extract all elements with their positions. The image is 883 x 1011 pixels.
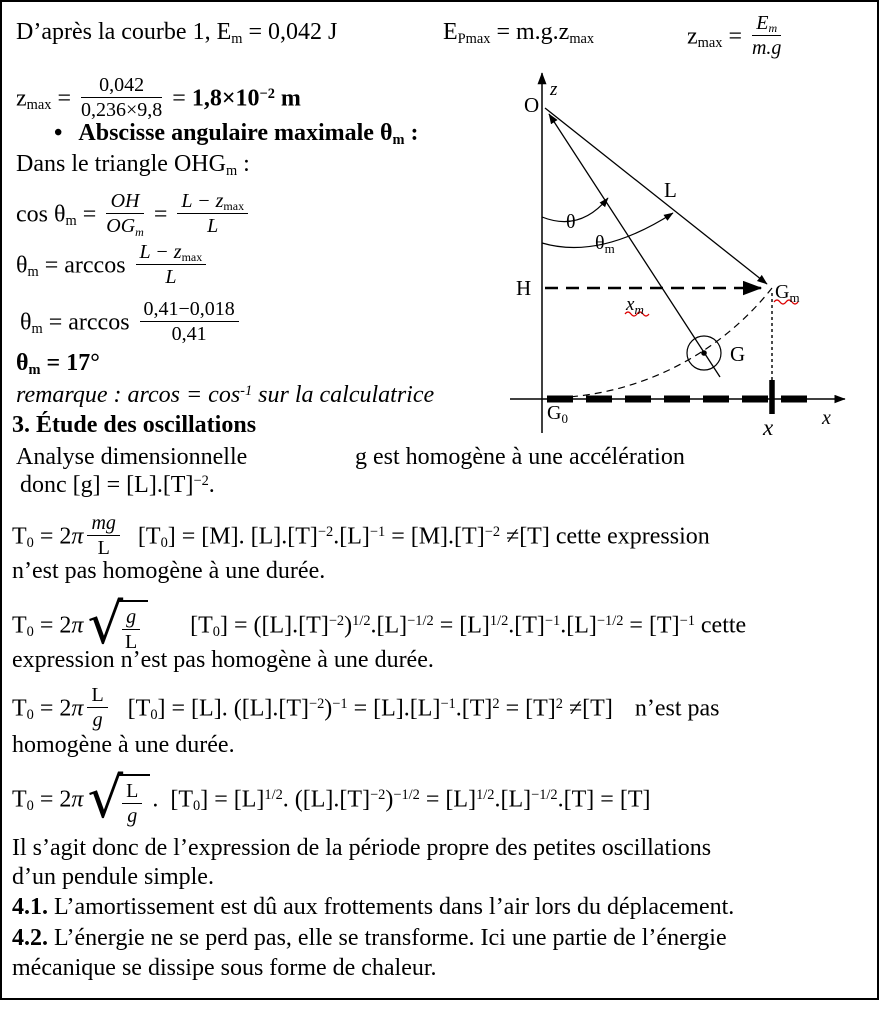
answer-4-2-line-1: 4.2. L’énergie ne se perd pas, elle se transforme. Ici une partie de l’énergie: [12, 925, 727, 951]
rod-length-label: L: [664, 178, 677, 202]
formula-zmax-result: zmax = $\frac{0,042}{0,236\times 9,8}$ = $1,8\times 10^{-2}$ m: [16, 74, 301, 122]
pendulum-rod-current: [549, 114, 720, 377]
heading-abscisse-angulaire: • Abscisse angulaire maximale θm :: [54, 120, 419, 149]
text-pas-homogene-3: homogène à une durée.: [12, 732, 235, 758]
formula-em-from-curve: D’après la courbe 1, Em = 0,042 J: [16, 19, 338, 48]
z-axis-label: z: [550, 79, 558, 100]
note-remarque-calculatrice: remarque : $arcos = \cos^{-1}$ sur la calculatrice: [16, 382, 435, 408]
theta-label: θ: [566, 211, 576, 233]
formula-epmax: EPmax = m.g.zmax: [443, 19, 595, 48]
text-g-homogene: g est homogène à une accélération: [355, 444, 685, 470]
text-triangle-ohgm: Dans le triangle OHGm :: [16, 151, 250, 180]
formula-theta-m-arccos: θm = arccos $\frac{L - zmax}{L}$: [16, 243, 210, 291]
formula-t0-sqrt-l-over-g: T0 = 2π √ $\frac{L}{g}$ . $[T0] = [L]^{1/2}$. $([L].[T]^{-2})^{-1/2} = [L]^{1/2}.[L]^{-1/2}.[T] = [T]$: [12, 766, 651, 831]
answer-4-1: 4.1. L’amortissement est dû aux frottements dans l’air lors du déplacement.: [12, 894, 735, 920]
pendulum-bob-center-dot: [701, 350, 707, 356]
formula-zmax-expression: zmax = $\frac{Em}{m.g}$: [687, 12, 782, 60]
formula-t0-l-over-g: T0 = 2π $\frac{L}{g}$ [T0] = [L]. $([L].[T]^{-2})^{-1} = [L].[L]^{-1}.[T]^2 = [T]^2 \ne[T]$ n’est pas: [12, 684, 720, 732]
theta-m-label: $\theta_m$: [595, 232, 615, 256]
origin-label: O: [524, 93, 540, 117]
height-label: H: [516, 276, 532, 300]
text-analyse-dimensionnelle: Analyse dimensionnelle: [16, 444, 248, 470]
pendulum-rod-max: [545, 108, 767, 284]
text-pas-homogene-2: expression n’est pas homogène à une durée.: [12, 647, 434, 673]
heading-etude-oscillations: 3. Étude des oscillations: [12, 412, 257, 438]
pendulum-diagram: [495, 60, 880, 440]
text-pas-homogene-1: n’est pas homogène à une durée.: [12, 558, 326, 584]
xm-label: $x_m$: [626, 294, 644, 317]
answer-4-2-line-2: mécanique se dissipe sous forme de chaleur.: [12, 955, 437, 981]
formula-dimension-g: donc $[g] = [L].[T]^{-2}$.: [20, 472, 215, 498]
text-conclusion-periode-2: d’un pendule simple.: [12, 864, 214, 890]
formula-t0-mg-over-l: T0 = 2π $\frac{mg}{L}$ [T0] = [M]. $[L].[T]^{-2}.[L]^{-1} = [M].[T]^{-2} \ne[T]$ cette expression: [12, 512, 710, 560]
formula-cos-theta-m: cos θm = $\frac{OH}{\text{OGm}}$ = $\frac{L - zmax}{L}$: [16, 192, 252, 240]
gm-label: $G_m$: [775, 281, 800, 305]
x-value-label: x: [763, 415, 774, 440]
text-conclusion-periode-1: Il s’agit donc de l’expression de la période propre des petites oscillations: [12, 835, 712, 861]
g0-label: $G_0$: [547, 402, 568, 426]
x-axis-label: x: [822, 407, 831, 429]
formula-theta-m-values: θm = arccos $\frac{0,41-0,018}{0,41}$: [20, 300, 243, 348]
result-theta-m: θm = 17°: [16, 350, 100, 379]
formula-t0-sqrt-g-over-l: T0 = 2π √ $\frac{g}{L}$ $[T0] = ([L].[T]^{-2})^{1/2}.[L]^{-1/2} = [L]^{1/2}.[T]^{-1}.[L]^{-1/2} = [T]^{-1}$ cette: [12, 592, 747, 657]
g-label: G: [730, 342, 746, 366]
